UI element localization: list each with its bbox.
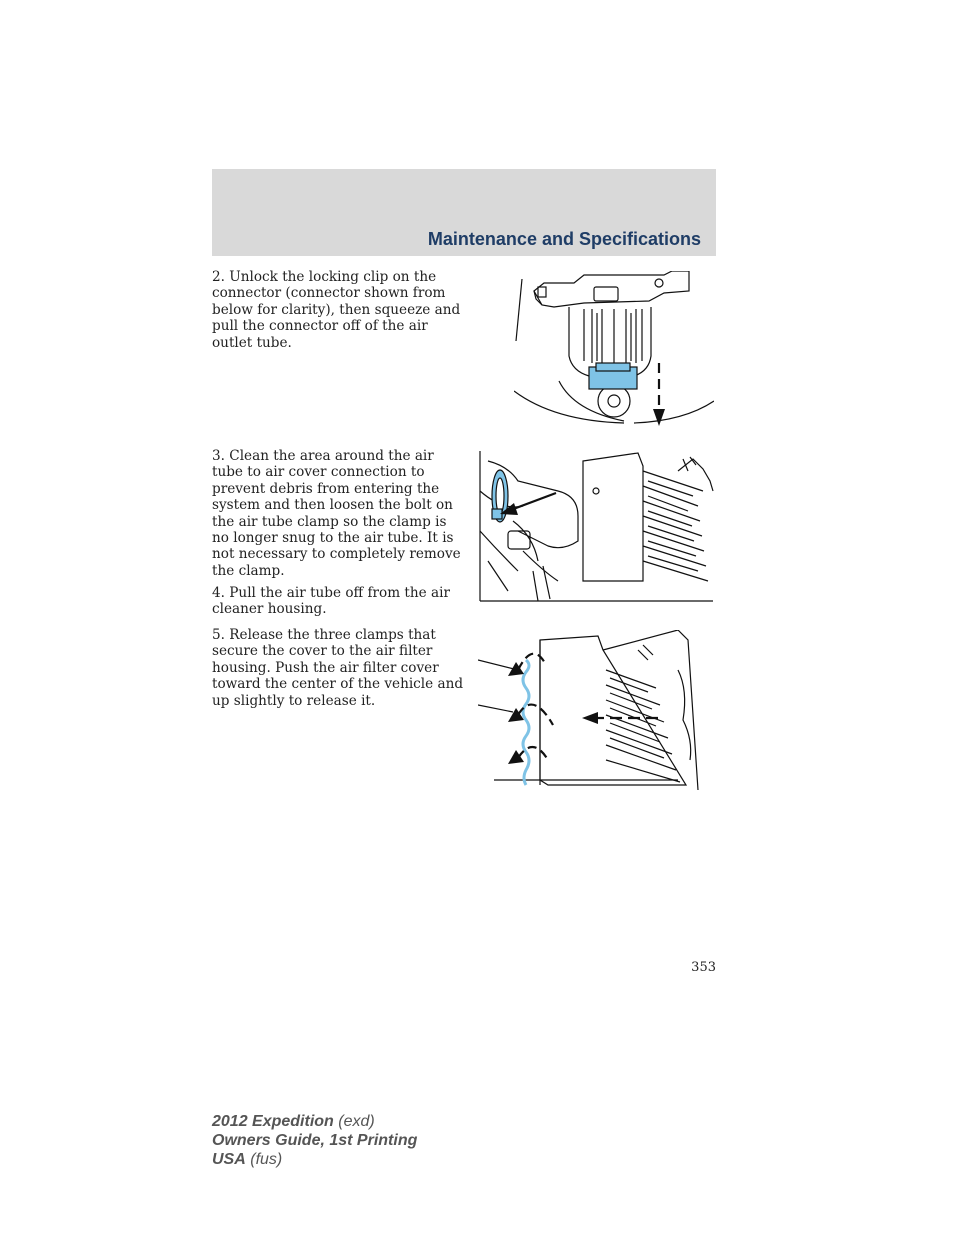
footer-line-2: Owners Guide, 1st Printing xyxy=(212,1132,418,1149)
step-3-text: 3. Clean the area around the air tube to air cover connection to prevent debris from entering the system and then loosen the bolt on the air tube clamp so the clamp is no longer snug to the air tube. It is not necessary to completely remove the clamp. xyxy=(212,448,461,579)
air-tube-clamp-illustration xyxy=(478,451,716,606)
connector-illustration xyxy=(514,271,714,431)
step-4-text: 4. Pull the air tube off from the air cleaner housing. xyxy=(212,585,450,618)
footer-line-3: USA (fus) xyxy=(212,1151,283,1168)
document-footer xyxy=(212,1112,417,1169)
step-5-text: 5. Release the three clamps that secure the cover to the air filter housing. Push the air filter cover toward the center of the vehicle and up slightly to release it. xyxy=(212,627,464,709)
page-number: 353 xyxy=(691,960,716,975)
step-2-text: 2. Unlock the locking clip on the connector (connector shown from below for clarity), then squeeze and pull the connector off of the air outlet tube. xyxy=(212,269,461,351)
section-header-band xyxy=(212,169,716,256)
footer-line-1: 2012 Expedition (exd) xyxy=(212,1113,375,1130)
section-title: Maintenance and Specifications xyxy=(427,229,701,249)
air-filter-cover-clamps-illustration xyxy=(478,630,703,790)
